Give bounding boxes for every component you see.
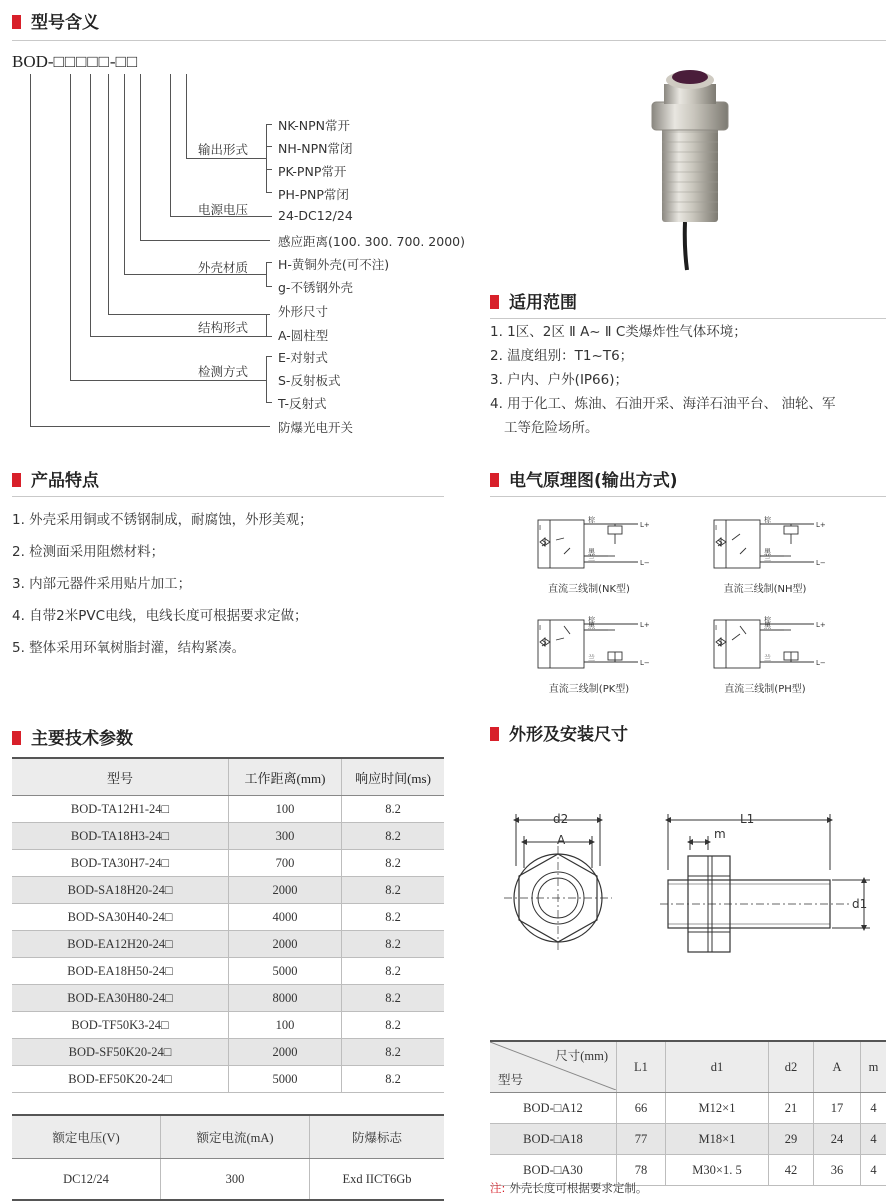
table-row xyxy=(12,850,444,877)
list-item: 1. 外壳采用铜或不锈钢制成，耐腐蚀，外形美观； xyxy=(12,512,313,528)
table-row xyxy=(12,931,444,958)
section-title-dimensions: 外形及安装尺寸 xyxy=(490,724,628,746)
table-header: 额定电流(mA) xyxy=(161,1115,310,1159)
model-value: g-不锈钢外壳 xyxy=(278,280,353,295)
model-value: H-黄铜外壳(可不注) xyxy=(278,257,390,272)
table-cell: M18×1 xyxy=(666,1124,769,1155)
table-cell: 700 xyxy=(229,850,342,877)
table-cell: 8.2 xyxy=(342,877,445,904)
table-cell: 8.2 xyxy=(342,904,445,931)
table-cell: BOD-TF50K3-24□ xyxy=(12,1012,229,1039)
table-cell: 2000 xyxy=(229,931,342,958)
divider xyxy=(490,318,886,319)
table-cell: 300 xyxy=(229,823,342,850)
label-struct: 结构形式 xyxy=(198,320,249,335)
table-cell: 17 xyxy=(814,1093,861,1124)
table-cell: Exd IICT6Gb xyxy=(310,1159,445,1201)
features-list xyxy=(12,504,313,664)
circuit-label: 兰 xyxy=(588,654,595,662)
circuit-label: L− xyxy=(816,559,826,567)
application-list xyxy=(490,320,835,440)
table-header: A xyxy=(814,1041,861,1093)
table-header: 工作距离(mm) xyxy=(229,758,342,796)
table-row xyxy=(12,1039,444,1066)
side-view-drawing xyxy=(660,806,880,966)
section-marker-icon xyxy=(490,473,499,487)
table-row xyxy=(12,823,444,850)
section-title-params: 主要技术参数 xyxy=(12,728,133,750)
section-marker-icon xyxy=(12,15,21,29)
model-value: PK-PNP常开 xyxy=(278,164,347,179)
list-item: 1. 1区、2区 Ⅱ A~ Ⅱ C类爆炸性气体环境； xyxy=(490,324,747,340)
circuit-label: 兰 xyxy=(764,654,771,662)
model-value: A-圆柱型 xyxy=(278,328,329,343)
list-item: 3. 户内、户外(IP66)； xyxy=(490,372,629,388)
table-cell: 8.2 xyxy=(342,1039,445,1066)
model-value: NH-NPN常闭 xyxy=(278,141,353,156)
dim-label-m: m xyxy=(714,827,726,841)
circuit-label: 黑 xyxy=(764,548,771,556)
circuit-label: L− xyxy=(640,659,650,667)
table-cell: BOD-EA12H20-24□ xyxy=(12,931,229,958)
table-cell: 8.2 xyxy=(342,1066,445,1093)
table-cell: 8.2 xyxy=(342,823,445,850)
circuit-label: 兰 xyxy=(764,554,771,562)
table-cell: BOD-EA30H80-24□ xyxy=(12,985,229,1012)
table-header: d1 xyxy=(666,1041,769,1093)
footnote: 注: 外壳长度可根据要求定制。 xyxy=(490,1181,648,1195)
model-value: S-反射板式 xyxy=(278,373,341,388)
svg-text:I: I xyxy=(715,624,718,632)
table-row xyxy=(12,877,444,904)
circuit-label: L+ xyxy=(816,521,826,529)
model-value: E-对射式 xyxy=(278,350,328,365)
table-cell: BOD-SA30H40-24□ xyxy=(12,904,229,931)
table-cell: 66 xyxy=(617,1093,666,1124)
table-row xyxy=(490,1124,886,1155)
dim-label-a: A xyxy=(557,833,566,847)
table-cell: BOD-EA18H50-24□ xyxy=(12,958,229,985)
table-cell: 100 xyxy=(229,796,342,823)
circuit-label: 兰 xyxy=(588,554,595,562)
list-item: 2. 检测面采用阻燃材料； xyxy=(12,544,165,560)
model-value: PH-PNP常闭 xyxy=(278,187,349,202)
table-cell: M12×1 xyxy=(666,1093,769,1124)
table-header: 额定电压(V) xyxy=(12,1115,161,1159)
table-cell: 8.2 xyxy=(342,931,445,958)
section-marker-icon xyxy=(12,473,21,487)
table-row xyxy=(12,796,444,823)
label-power: 电源电压 xyxy=(198,202,249,217)
table-cell: 8000 xyxy=(229,985,342,1012)
front-view-drawing xyxy=(496,806,626,966)
circuit-caption: 直流三线制(PK型) xyxy=(548,684,630,695)
table-corner-header: 尺寸(mm) 型号 xyxy=(490,1041,617,1093)
label-output: 输出形式 xyxy=(198,142,249,157)
table-cell: BOD-TA18H3-24□ xyxy=(12,823,229,850)
table-row xyxy=(12,958,444,985)
svg-text:I: I xyxy=(539,524,542,532)
table-cell: 4 xyxy=(861,1155,887,1186)
table-cell: 4000 xyxy=(229,904,342,931)
dim-label-d2: d2 xyxy=(553,812,569,826)
circuit-label: L+ xyxy=(640,621,650,629)
table-cell: 8.2 xyxy=(342,796,445,823)
divider xyxy=(12,496,444,497)
svg-text:I: I xyxy=(715,524,718,532)
table-row xyxy=(12,985,444,1012)
table-cell: 36 xyxy=(814,1155,861,1186)
table-cell: BOD-TA30H7-24□ xyxy=(12,850,229,877)
table-cell: BOD-SA18H20-24□ xyxy=(12,877,229,904)
table-cell: 4 xyxy=(861,1093,887,1124)
model-value: NK-NPN常开 xyxy=(278,118,350,133)
list-item: 工等危险场所。 xyxy=(504,420,599,436)
table-header: 响应时间(ms) xyxy=(342,758,445,796)
section-marker-icon xyxy=(490,727,499,741)
table-cell: 29 xyxy=(769,1124,814,1155)
section-marker-icon xyxy=(490,295,499,309)
model-code: BOD-□□□□□-□□ xyxy=(12,52,139,71)
divider xyxy=(490,496,886,497)
table-cell: 5000 xyxy=(229,1066,342,1093)
circuit-label: 棕 xyxy=(764,516,771,524)
model-value: 24-DC12/24 xyxy=(278,208,353,223)
table-row xyxy=(12,1012,444,1039)
table-header: m xyxy=(861,1041,887,1093)
table-cell: 78 xyxy=(617,1155,666,1186)
table-cell: 77 xyxy=(617,1124,666,1155)
table-cell: 300 xyxy=(161,1159,310,1201)
table-cell: 4 xyxy=(861,1124,887,1155)
circuit-label: 棕 xyxy=(764,616,771,624)
divider xyxy=(12,40,886,41)
table-cell: DC12/24 xyxy=(12,1159,161,1201)
table-cell: 8.2 xyxy=(342,985,445,1012)
dimension-table xyxy=(490,1040,886,1186)
circuit-label: L− xyxy=(640,559,650,567)
table-cell: 24 xyxy=(814,1124,861,1155)
table-cell: M30×1. 5 xyxy=(666,1155,769,1186)
table-cell: 8.2 xyxy=(342,850,445,877)
table-cell: 8.2 xyxy=(342,958,445,985)
circuit-label: 棕 xyxy=(588,616,595,624)
model-value: 外形尺寸 xyxy=(278,304,329,319)
table-cell: 2000 xyxy=(229,877,342,904)
circuit-label: 黑 xyxy=(588,548,595,556)
table-cell: 42 xyxy=(769,1155,814,1186)
table-cell: BOD-SF50K20-24□ xyxy=(12,1039,229,1066)
section-title-application: 适用范围 xyxy=(490,292,577,314)
list-item: 4. 自带2米PVC电线，电线长度可根据要求定做； xyxy=(12,608,308,624)
section-marker-icon xyxy=(12,731,21,745)
list-item: 5. 整体采用环氧树脂封灌，结构紧凑。 xyxy=(12,640,246,656)
dim-label-l1: L1 xyxy=(740,812,755,826)
circuit-label: L− xyxy=(816,659,826,667)
table-cell: BOD-□A18 xyxy=(490,1124,617,1155)
table-cell: 2000 xyxy=(229,1039,342,1066)
list-item: 2. 温度组别：T1~T6； xyxy=(490,348,634,364)
dim-label-d1: d1 xyxy=(852,897,868,911)
label-detect: 检测方式 xyxy=(198,364,249,379)
circuit-label: 黑 xyxy=(764,622,771,630)
table-cell: BOD-EF50K20-24□ xyxy=(12,1066,229,1093)
list-item: 3. 内部元器件采用贴片加工； xyxy=(12,576,192,592)
table-header: 防爆标志 xyxy=(310,1115,445,1159)
table-cell: BOD-□A12 xyxy=(490,1093,617,1124)
circuit-label: L+ xyxy=(640,521,650,529)
circuit-caption: 直流三线制(NK型) xyxy=(548,584,630,595)
rating-table xyxy=(12,1114,444,1201)
circuit-caption: 直流三线制(NH型) xyxy=(723,584,807,595)
table-cell: 100 xyxy=(229,1012,342,1039)
table-cell: 5000 xyxy=(229,958,342,985)
circuit-caption: 直流三线制(PH型) xyxy=(724,684,806,695)
table-row xyxy=(12,1066,444,1093)
section-title-model: 型号含义 xyxy=(12,12,99,34)
circuit-label: 黑 xyxy=(588,622,595,630)
table-cell: 8.2 xyxy=(342,1012,445,1039)
circuit-label: 棕 xyxy=(588,516,595,524)
section-title-features: 产品特点 xyxy=(12,470,99,492)
table-header: L1 xyxy=(617,1041,666,1093)
model-value: 感应距离(100. 300. 700. 2000) xyxy=(278,234,465,249)
table-header: d2 xyxy=(769,1041,814,1093)
svg-text:I: I xyxy=(539,624,542,632)
label-shell: 外壳材质 xyxy=(198,260,249,275)
table-cell: BOD-□A30 xyxy=(490,1155,617,1186)
model-value: 防爆光电开关 xyxy=(278,420,354,435)
table-cell: 21 xyxy=(769,1093,814,1124)
table-header: 型号 xyxy=(12,758,229,796)
product-photo xyxy=(640,62,740,274)
table-row xyxy=(12,904,444,931)
list-item: 4. 用于化工、炼油、石油开采、海洋石油平台、 油轮、军 xyxy=(490,396,836,412)
circuit-label: L+ xyxy=(816,621,826,629)
table-row xyxy=(12,1159,444,1201)
table-cell: BOD-TA12H1-24□ xyxy=(12,796,229,823)
section-title-electrical: 电气原理图(输出方式) xyxy=(490,470,678,492)
model-value: T-反射式 xyxy=(278,396,327,411)
params-table xyxy=(12,757,444,1093)
table-row xyxy=(490,1093,886,1124)
